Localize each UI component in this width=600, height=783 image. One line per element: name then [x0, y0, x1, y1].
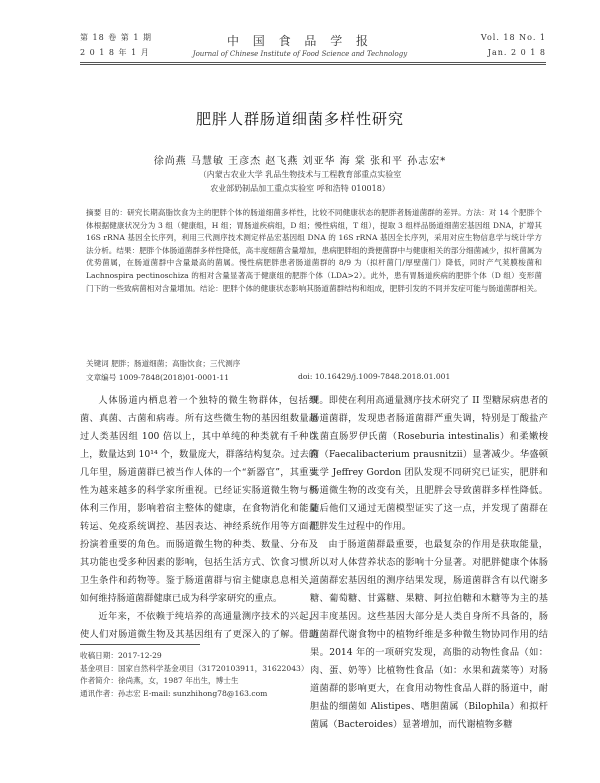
affiliation-line-1: （内蒙古农业大学 乳品生物技术与工程教育部重点实验室 [198, 170, 402, 179]
affiliation-line-2: 农业部奶制品加工重点实验室 呼和浩特 010018） [210, 184, 390, 193]
body-column-left [80, 392, 318, 642]
abstract: 摘要 目的：研究长期高脂饮食为主的肥胖个体的肠道细菌多样性，比较不同健康状态的肥胖者肠道菌群的差异。方法：对 14 个肥胖个体根据健康状况分为 3 组（健康组，H 组；胃肠道疾病组，D 组；慢性病组，T 组），提取 3 组样品肠道细菌宏基因组 DNA，扩增其 16S rRNA 基因全长序列，利用三代测序技术测定样品宏基因组 DNA 的 16S rRNA 基因全长序列，采用对应生物信息学与统计学方法分析。结果：肥胖个体肠道菌群多样性降低，高丰度细菌含量增加，患病肥胖组的粪便菌群中与健康相关的部分细菌减少，拟杆菌属为优势菌属，在肠道菌群中含量最高的菌属。慢性病肥胖患者肠道菌群的 8/9 为（拟杆菌门/厚壁菌门）降低，同时产气荚膜梭菌和 Lachnospira pectinoschiza 的相对含量显著高于健康组的肥胖个体（LDA>2）。此外，患有胃肠道疾病的肥胖个体（D 组）变形菌门下的一些致病菌相对含量增加。结论：肥胖个体的健康状态影响其肠道菌群结构和组成，肥胖引发的不同并发症可能与肠道菌群相关。 [86, 208, 542, 293]
paragraph: 由于肠道菌群最重要，也最复杂的作用是获取能量，所以对人体营养状态的影响十分显著。对肥胖健康个体肠道菌群宏基因组的测序结果发现，肠道菌群含有以代谢多糖、葡萄糖、甘露糖、果糖、阿拉伯糖和木糖等为主的基因丰度基因。这些基因大部分是人类自身所不具备的，肠道菌群代谢食物中的植物纤维是多种微生物协同作用的结果。2014 年的一项研究发现，高脂的动物性食品（如：肉、蛋、奶等）比植物性食品（如：水果和蔬菜等）对肠道菌群的影响更大，在食用动物性食品人群的肠道中，耐胆盐的细菌如 Alistipes、嗜胆菌属（Bilophila）和拟杆菌属（Bacteroides）显著增加，而代谢植物多糖 [310, 539, 548, 730]
fund-info: 基金项目：国家自然科学基金项目（31720103911，31622043） [80, 663, 309, 673]
paragraph: 人体肠道内栖息着一个独特的微生物群体，包括细菌、真菌、古菌和病毒。所有这些微生物的基因组数量超过人类基因组 100 倍以上，其中单纯的种类就有千种以上，数量达到 10¹⁴ 个，数量庞大，群落结构复杂。过去的几年里，肠道菌群已被当作人体的一个“新器官”，其重要性为越来越多的科学家所重视。已经证实肠道微生物与机体利三作用，影响着宿主整体的健康，在食物消化和能量转运、免疫系统调控、基因表达、神经系统作用等方面都扮演着重要的角色。而肠道微生物的种类、数量、分布及其功能也受多种因素的影响，包括生活方式、饮食习惯、卫生条件和药物等。鉴于肠道菌群与宿主健康息息相关，如何维持肠道菌群健康已成为科学家研究的重点。 [80, 395, 318, 604]
corresponding-author: 通讯作者：孙志宏 E-mail: sunzhihong78@163.com [80, 688, 268, 698]
author-list: 徐尚燕 马慧敏 王彦杰 赵飞燕 刘亚华 海 棠 张和平 孙志宏* [153, 156, 447, 167]
volume-issue-en: Vol. 18 No. 1 [480, 33, 546, 42]
keywords: 关键词 肥胖；肠道细菌；高脂饮食；三代测序 [86, 359, 241, 368]
header-rule [80, 62, 546, 63]
body-column-right [310, 392, 548, 772]
article-number: 文章编号 1009-7848(2018)01-0001-11 [86, 373, 230, 382]
header-rule-2 [80, 64, 546, 65]
paragraph: 现。即使在利用高通量测序技术研究了 II 型糖尿病患者的肠道菌群，发现患者肠道菌群严重失调，特别是丁酸盐产生菌直肠罗伊氏菌（Roseburia intestinalis）和柔嫩梭菌（Faecalibacterium prausnitzii）显著减少。华盛顿大学 Jeffrey Gordon 团队发现不同研究已证实，肥胖和肠道微生物的改变有关，且肥胖会导致菌群多样性降低。随后他们又通过无菌模型证实了这一点，并发现了菌群在肥胖发生过程中的作用。 [310, 395, 548, 532]
article-title: 肥胖人群肠道细菌多样性研究 [195, 110, 404, 128]
author-bio: 作者简介：徐尚燕，女，1987 年出生，博士生 [80, 676, 239, 685]
journal-title-en: Journal of Chinese Institute of Food Science and Technology [192, 50, 408, 58]
date-cn: 2 0 1 8 年 1 月 [80, 48, 150, 57]
doi: doi: 10.16429/j.1009-7848.2018.01.001 [298, 372, 451, 381]
volume-issue-cn: 第 18 卷 第 1 期 [80, 33, 152, 42]
received-date: 收稿日期：2017-12-29 [80, 651, 162, 660]
date-en: Jan. 2 0 1 8 [487, 48, 546, 57]
journal-title-cn: 中 国 食 品 学 报 [226, 34, 374, 48]
footnotes [80, 650, 320, 700]
footnote-rule [80, 644, 200, 645]
paragraph: 近年来，不依赖于纯培养的高通量测序技术的兴起，使人们对肠道微生物及其基因组有了更深入的了解。借助 [80, 611, 318, 640]
